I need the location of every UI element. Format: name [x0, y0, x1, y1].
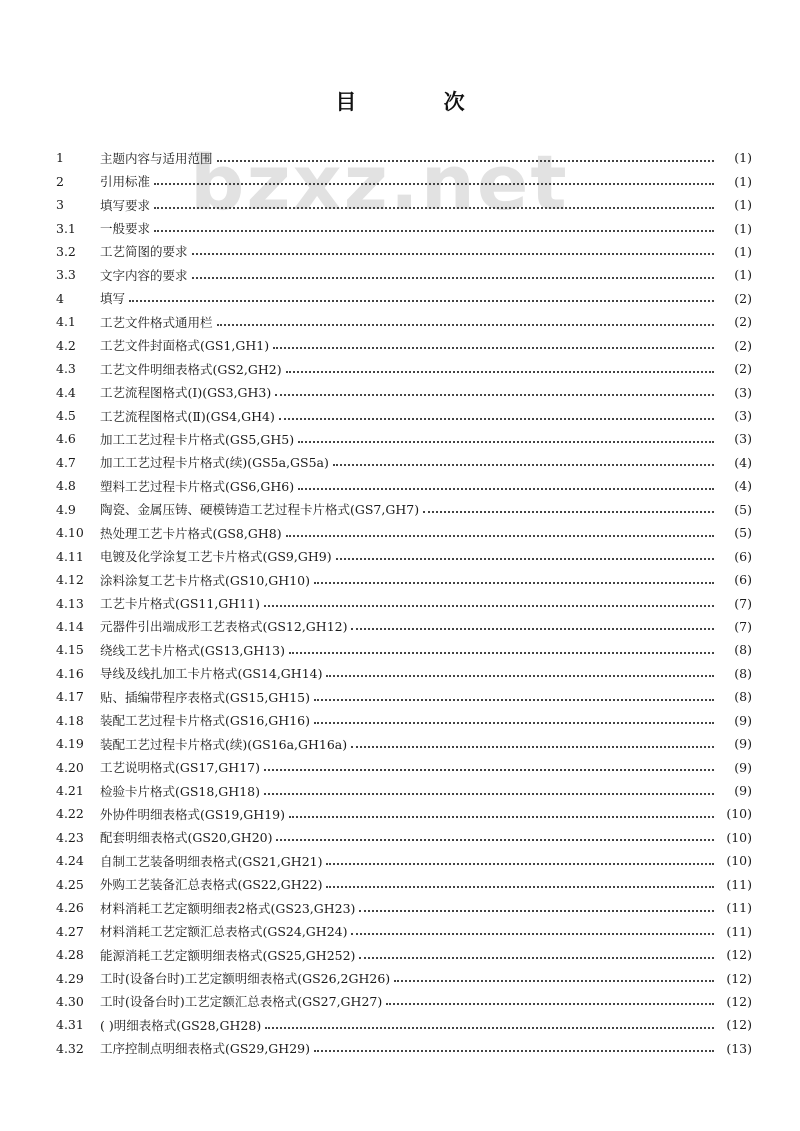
toc-leader-dots: [192, 277, 714, 279]
toc-entry-page: (4): [734, 478, 752, 494]
toc-entry-number: 4.31: [56, 1017, 84, 1033]
toc-leader-dots: [279, 418, 714, 420]
toc-entry-page: (5): [734, 501, 752, 517]
toc-entry-label: 涂料涂复工艺卡片格式(GS10,GH10): [100, 572, 310, 588]
toc-leader-dots: [264, 793, 714, 795]
toc-entry-number: 4.12: [56, 572, 84, 588]
toc-entry-page: (12): [726, 993, 752, 1009]
toc-leader-dots: [276, 839, 714, 841]
toc-leader-dots: [314, 1050, 714, 1052]
toc-leader-dots: [333, 464, 714, 466]
toc-leader-dots: [359, 910, 714, 912]
toc-leader-dots: [273, 347, 714, 349]
toc-entry-number: 1: [56, 150, 64, 166]
toc-entry-label: 元器件引出端成形工艺表格式(GS12,GH12): [100, 619, 348, 635]
toc-entry-number: 4.14: [56, 618, 84, 634]
toc-entry-number: 4.17: [56, 689, 84, 705]
toc-entry-number: 4.28: [56, 947, 84, 963]
toc-entry-label: 引用标准: [100, 174, 151, 190]
toc-entry-label: 工艺文件格式通用栏: [100, 314, 213, 330]
toc-entry-label: 工艺说明格式(GS17,GH17): [100, 760, 260, 776]
toc-entry-number: 4.4: [56, 384, 76, 400]
toc-entry-number: 4.9: [56, 501, 76, 517]
toc-entry-number: 4.32: [56, 1040, 84, 1056]
toc-entry: [56, 943, 752, 966]
toc-entry-number: 3: [56, 197, 64, 213]
toc-entry-page: (4): [734, 454, 752, 470]
toc-entry-number: 4.30: [56, 993, 84, 1009]
toc-leader-dots: [286, 371, 714, 373]
toc-leader-dots: [351, 628, 714, 630]
toc-entry: [56, 1037, 752, 1060]
toc-entry: [56, 427, 752, 450]
toc-entry-number: 4.18: [56, 712, 84, 728]
toc-entry-page: (9): [734, 712, 752, 728]
toc-entry: [56, 310, 752, 333]
toc-entry-number: 3.1: [56, 220, 76, 236]
toc-entry-page: (8): [734, 665, 752, 681]
toc-entry-label: 文字内容的要求: [100, 267, 188, 283]
toc-entry-label: 工艺文件明细表格式(GS2,GH2): [100, 361, 282, 377]
toc-entry-number: 4.1: [56, 314, 76, 330]
table-of-contents: [56, 146, 752, 1060]
toc-leader-dots: [192, 253, 714, 255]
toc-entry-number: 3.2: [56, 243, 76, 259]
toc-entry-label: 绕线工艺卡片格式(GS13,GH13): [100, 642, 285, 658]
toc-entry-page: (12): [726, 1017, 752, 1033]
toc-leader-dots: [314, 699, 714, 701]
toc-entry-page: (1): [734, 243, 752, 259]
toc-entry: [56, 451, 752, 474]
toc-entry-label: 装配工艺过程卡片格式(续)(GS16a,GH16a): [100, 736, 348, 752]
toc-entry: [56, 1013, 752, 1036]
toc-entry-page: (3): [734, 408, 752, 424]
toc-entry: [56, 966, 752, 989]
toc-entry: [56, 498, 752, 521]
toc-entry-number: 4.23: [56, 829, 84, 845]
toc-entry-number: 3.3: [56, 267, 76, 283]
toc-entry: [56, 990, 752, 1013]
toc-entry: [56, 919, 752, 942]
toc-entry: [56, 380, 752, 403]
toc-entry-number: 4.16: [56, 665, 84, 681]
toc-entry-page: (6): [734, 572, 752, 588]
toc-leader-dots: [289, 816, 714, 818]
toc-entry-number: 4.29: [56, 970, 84, 986]
toc-entry-page: (8): [734, 689, 752, 705]
toc-entry-number: 4.22: [56, 806, 84, 822]
toc-entry-label: 装配工艺过程卡片格式(GS16,GH16): [100, 713, 310, 729]
toc-leader-dots: [264, 605, 714, 607]
toc-entry-page: (10): [726, 829, 752, 845]
toc-entry: [56, 216, 752, 239]
toc-entry-page: (11): [726, 923, 752, 939]
toc-entry: [56, 169, 752, 192]
toc-entry-number: 4.7: [56, 454, 76, 470]
toc-entry-page: (3): [734, 384, 752, 400]
toc-entry-number: 4.26: [56, 900, 84, 916]
toc-entry-page: (9): [734, 759, 752, 775]
toc-leader-dots: [423, 511, 714, 513]
toc-entry-page: (1): [734, 173, 752, 189]
toc-entry-label: 加工工艺过程卡片格式(续)(GS5a,GS5a): [100, 455, 329, 471]
toc-entry-label: 工艺流程图格式(Ⅱ)(GS4,GH4): [100, 408, 275, 424]
toc-leader-dots: [275, 394, 714, 396]
toc-entry-page: (10): [726, 806, 752, 822]
toc-entry-label: 外购工艺装备汇总表格式(GS22,GH22): [100, 877, 323, 893]
toc-entry: [56, 732, 752, 755]
toc-entry-page: (2): [734, 361, 752, 377]
toc-entry: [56, 334, 752, 357]
toc-entry-label: ( )明细表格式(GS28,GH28): [100, 1017, 262, 1033]
toc-leader-dots: [386, 1003, 714, 1005]
toc-entry-number: 4.27: [56, 923, 84, 939]
toc-entry-number: 4.5: [56, 408, 76, 424]
toc-entry-label: 加工工艺过程卡片格式(GS5,GH5): [100, 431, 295, 447]
toc-leader-dots: [351, 933, 714, 935]
toc-entry-page: (1): [734, 197, 752, 213]
toc-entry-page: (9): [734, 736, 752, 752]
toc-entry-page: (2): [734, 337, 752, 353]
toc-entry-label: 外协件明细表格式(GS19,GH19): [100, 806, 285, 822]
toc-leader-dots: [286, 535, 714, 537]
toc-leader-dots: [359, 957, 714, 959]
toc-entry-label: 工时(设备台时)工艺定额明细表格式(GS26,2GH26): [100, 971, 391, 987]
toc-entry-number: 4.8: [56, 478, 76, 494]
toc-entry: [56, 849, 752, 872]
toc-entry-number: 4.19: [56, 736, 84, 752]
toc-entry: [56, 544, 752, 567]
toc-entry-number: 4.25: [56, 876, 84, 892]
toc-entry-label: 自制工艺装备明细表格式(GS21,GH21): [100, 853, 323, 869]
toc-entry: [56, 615, 752, 638]
toc-entry: [56, 474, 752, 497]
toc-entry-label: 工艺简图的要求: [100, 244, 188, 260]
toc-entry-label: 检验卡片格式(GS18,GH18): [100, 783, 260, 799]
toc-entry-number: 4.6: [56, 431, 76, 447]
toc-entry-label: 工艺卡片格式(GS11,GH11): [100, 596, 260, 612]
toc-entry: [56, 521, 752, 544]
toc-entry-page: (8): [734, 642, 752, 658]
toc-entry-page: (10): [726, 853, 752, 869]
toc-leader-dots: [264, 769, 714, 771]
toc-entry-number: 4.3: [56, 361, 76, 377]
toc-entry: [56, 662, 752, 685]
toc-entry: [56, 755, 752, 778]
toc-entry-number: 4.10: [56, 525, 84, 541]
toc-entry-label: 一般要求: [100, 221, 151, 237]
toc-leader-dots: [314, 722, 714, 724]
toc-entry: [56, 685, 752, 708]
toc-entry: [56, 802, 752, 825]
toc-leader-dots: [326, 863, 714, 865]
toc-entry-label: 填写: [100, 291, 126, 307]
toc-entry-label: 热处理工艺卡片格式(GS8,GH8): [100, 525, 282, 541]
toc-entry: [56, 240, 752, 263]
toc-leader-dots: [289, 652, 714, 654]
toc-entry-page: (6): [734, 548, 752, 564]
toc-entry: [56, 873, 752, 896]
toc-entry: [56, 709, 752, 732]
toc-entry-label: 导线及线扎加工卡片格式(GS14,GH14): [100, 666, 323, 682]
toc-leader-dots: [314, 582, 714, 584]
toc-entry-number: 4.2: [56, 337, 76, 353]
toc-leader-dots: [351, 746, 714, 748]
toc-entry: [56, 357, 752, 380]
toc-entry-page: (12): [726, 970, 752, 986]
toc-entry-label: 配套明细表格式(GS20,GH20): [100, 830, 273, 846]
toc-entry-page: (7): [734, 618, 752, 634]
toc-entry-label: 填写要求: [100, 197, 151, 213]
toc-leader-dots: [217, 160, 714, 162]
toc-entry-number: 4.24: [56, 853, 84, 869]
toc-leader-dots: [217, 324, 714, 326]
toc-entry-number: 4.13: [56, 595, 84, 611]
toc-entry: [56, 826, 752, 849]
watermark: bzxz.net: [190, 138, 569, 227]
toc-leader-dots: [154, 207, 714, 209]
toc-leader-dots: [326, 675, 714, 677]
toc-entry-label: 工艺流程图格式(Ⅰ)(GS3,GH3): [100, 385, 272, 401]
toc-entry-label: 主题内容与适用范围: [100, 150, 213, 166]
toc-entry-label: 陶瓷、金属压铸、硬模铸造工艺过程卡片格式(GS7,GH7): [100, 502, 420, 518]
toc-entry-label: 材料消耗工艺定额汇总表格式(GS24,GH24): [100, 924, 348, 940]
toc-leader-dots: [394, 980, 714, 982]
toc-entry: [56, 568, 752, 591]
toc-entry-page: (2): [734, 290, 752, 306]
toc-entry: [56, 193, 752, 216]
toc-entry-number: 4.15: [56, 642, 84, 658]
toc-entry-page: (11): [726, 876, 752, 892]
toc-entry: [56, 263, 752, 286]
toc-leader-dots: [336, 558, 714, 560]
toc-entry-page: (13): [726, 1040, 752, 1056]
toc-leader-dots: [154, 183, 714, 185]
toc-entry-label: 工艺文件封面格式(GS1,GH1): [100, 338, 270, 354]
toc-entry-label: 塑料工艺过程卡片格式(GS6,GH6): [100, 478, 295, 494]
toc-entry-number: 4.20: [56, 759, 84, 775]
toc-entry-label: 电镀及化学涂复工艺卡片格式(GS9,GH9): [100, 549, 332, 565]
toc-entry-page: (3): [734, 431, 752, 447]
toc-entry: [56, 404, 752, 427]
toc-entry-page: (7): [734, 595, 752, 611]
toc-entry-number: 2: [56, 173, 64, 189]
toc-entry-page: (11): [726, 900, 752, 916]
toc-entry-label: 工序控制点明细表格式(GS29,GH29): [100, 1041, 310, 1057]
toc-entry: [56, 896, 752, 919]
toc-entry-page: (12): [726, 947, 752, 963]
toc-entry: [56, 591, 752, 614]
toc-entry-page: (5): [734, 525, 752, 541]
toc-leader-dots: [129, 300, 714, 302]
toc-entry-page: (1): [734, 220, 752, 236]
toc-entry: [56, 779, 752, 802]
toc-entry-page: (1): [734, 267, 752, 283]
toc-entry-label: 工时(设备台时)工艺定额汇总表格式(GS27,GH27): [100, 994, 383, 1010]
toc-leader-dots: [154, 230, 714, 232]
toc-entry-page: (9): [734, 783, 752, 799]
toc-entry-page: (1): [734, 150, 752, 166]
toc-entry-number: 4: [56, 290, 64, 306]
toc-entry-label: 材料消耗工艺定额明细表2格式(GS23,GH23): [100, 900, 356, 916]
toc-entry-label: 贴、插编带程序表格式(GS15,GH15): [100, 689, 310, 705]
page-title: 目 次: [335, 89, 505, 114]
toc-entry-page: (2): [734, 314, 752, 330]
toc-leader-dots: [326, 886, 714, 888]
toc-entry: [56, 638, 752, 661]
toc-entry-number: 4.21: [56, 783, 84, 799]
toc-entry-label: 能源消耗工艺定额明细表格式(GS25,GH252): [100, 947, 356, 963]
toc-leader-dots: [265, 1027, 714, 1029]
toc-entry: [56, 146, 752, 169]
toc-leader-dots: [298, 488, 714, 490]
toc-leader-dots: [298, 441, 714, 443]
toc-entry: [56, 287, 752, 310]
toc-entry-number: 4.11: [56, 548, 84, 564]
